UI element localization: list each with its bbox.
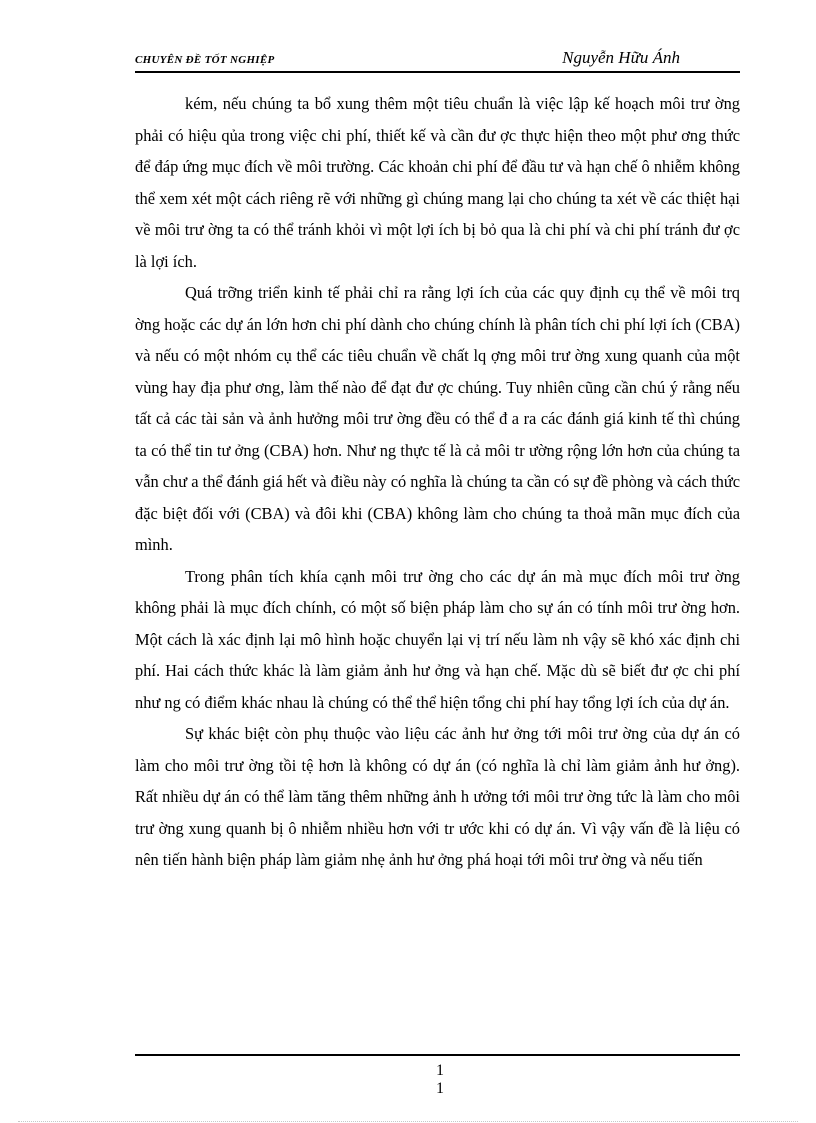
page-number-repeat: 1 [436,1080,444,1097]
header-divider [135,71,740,73]
author-name: Nguyễn Hữu Ánh [562,48,680,67]
paragraph: kém, nếu chúng ta bổ xung thêm một tiêu chuẩn là việc lập kế hoạch môi trư ờng phải có hiệu qủa trong việc chi phí, thiết kế và cần đư ợc thực hiện theo một phư ơng thức để đáp ứng mục đích về môi trường. Các khoản chi phí để đầu tư và hạn chế ô nhiễm không thể xem xét một cách riêng rẽ với những gì chúng mang lại cho chúng ta xét về các thiệt hại về môi trư ờng ta có thể tránh khỏi vì một lợi ích bị bỏ qua là chi phí và chi phí tránh đư ợc là lợi ích. [135,94,740,271]
paragraph: Quá trỡng triển kinh tế phải chỉ ra rằng lợi ích của các quy định cụ thể về môi trq ờng hoặc các dự án lớn hơn chi phí dành cho chúng chính là phân tích chi phí lợi ích (CBA) và nếu có một nhóm cụ thể các tiêu chuẩn về chất lq ợng môi trư ờng xung quanh của một vùng hay địa phư ơng, làm thế nào để đạt đư ợc chúng. Tuy nhiên cũng cần chú ý rằng nếu tất cả các tài sản và ảnh hưởng môi trư ờng đều có thể đ a ra các đánh giá kinh tế thì chúng ta có thể tin tư ởng (CBA) hơn. Như ng thực tế là cả môi tr ường rộng lớn hơn của chúng ta vẫn chư a thể đánh giá hết và điều này có nghĩa là chúng ta cần có sự đề phòng và cách thức đặc biệt đối với (CBA) và đôi khi (CBA) không làm cho chúng ta thoả mãn mục đích của mình. [135,283,740,554]
footer-divider [135,1054,740,1056]
body-text [135,88,740,876]
page-bottom-border [18,1121,798,1122]
page-number: 1 [436,1062,444,1079]
page-header [135,48,740,72]
paragraph: Trong phân tích khía cạnh môi trư ờng cho các dự án mà mục đích môi trư ờng không phải là mục đích chính, có một số biện pháp làm cho sự án có tính môi trư ờng hơn. Một cách là xác định lại mô hình hoặc chuyển lại vị trí nếu làm nh vậy sẽ khó xác định chi phí. Hai cách thức khác là làm giảm ảnh hư ởng và hạn chế. Mặc dù sẽ biết đư ợc chi phí như ng có điểm khác nhau là chúng có thể thể hiện tổng chi phí hay tổng lợi ích của dự án. [135,566,740,712]
document-title: CHUYÊN ĐỀ TỐT NGHIỆP [135,54,275,66]
paragraph: Sự khác biệt còn phụ thuộc vào liệu các ảnh hư ởng tới môi trư ờng của dự án có làm cho môi trư ờng tồi tệ hơn là không có dự án (có nghĩa là chỉ làm giảm ảnh hư ởng). Rất nhiều dự án có thể làm tăng thêm những ảnh h ưởng tới môi trư ờng tức là làm cho môi trư ờng xung quanh bị ô nhiễm nhiều hơn với tr ước khi có dự án. Vì vậy vấn đề là liệu có nên tiến hành biện pháp làm giảm nhẹ ảnh hư ởng phá hoại tới môi trư ờng và nếu tiến [135,724,740,869]
